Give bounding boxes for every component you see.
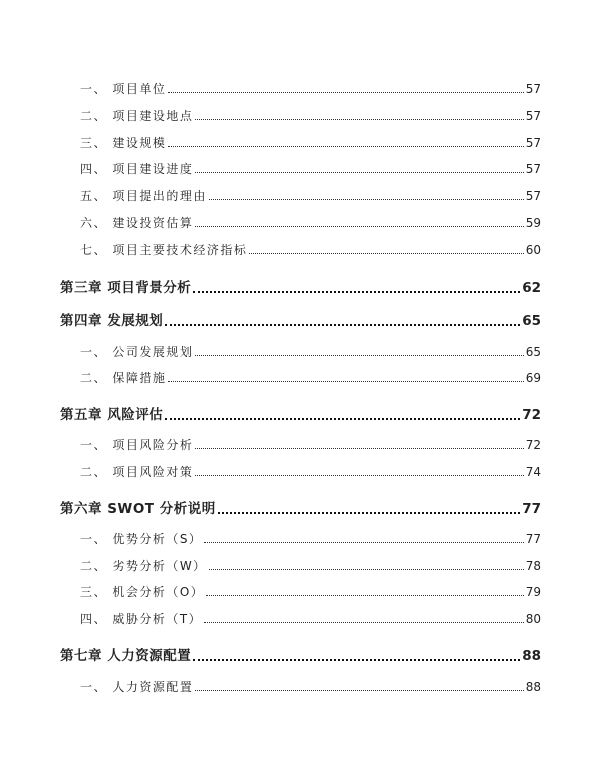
toc-section-entry[interactable] (80, 343, 541, 360)
toc-page-number: 65 (525, 345, 541, 359)
dot-leader (165, 417, 520, 420)
toc-section-entry[interactable] (80, 107, 541, 124)
dot-leader (195, 354, 523, 356)
toc-page-number: 57 (525, 82, 541, 96)
toc-page-number: 69 (525, 371, 541, 385)
toc-page-number: 57 (525, 109, 541, 123)
toc-page-number: 80 (525, 612, 541, 626)
toc-chapter-entry[interactable] (60, 276, 541, 296)
toc-page-number: 57 (525, 162, 541, 176)
toc-section-entry[interactable] (80, 583, 541, 600)
toc-entry-title: 二、 项目风险对策 (80, 465, 194, 479)
toc-section-entry[interactable] (80, 369, 541, 386)
dot-leader (168, 380, 523, 382)
toc-page-number: 78 (525, 559, 541, 573)
toc-section-entry[interactable] (80, 436, 541, 453)
toc-section-entry[interactable] (80, 80, 541, 97)
dot-leader (195, 171, 523, 173)
toc-section-entry[interactable] (80, 214, 541, 231)
dot-leader (195, 225, 523, 227)
toc-entry-title: 第三章 项目背景分析 (60, 280, 192, 296)
toc-entry-title: 一、 公司发展规划 (80, 345, 194, 359)
toc-chapter-entry[interactable] (60, 403, 541, 423)
toc-chapter-entry[interactable] (60, 497, 541, 517)
dot-leader (209, 568, 524, 570)
toc-section-entry[interactable] (80, 463, 541, 480)
toc-page-number: 77 (525, 532, 541, 546)
dot-leader (206, 594, 523, 596)
toc-page-number: 57 (525, 136, 541, 150)
toc-page-number: 59 (525, 216, 541, 230)
dot-leader (168, 145, 523, 147)
dot-leader (195, 447, 523, 449)
toc-entry-title: 二、 劣势分析（W） (80, 559, 207, 573)
dot-leader (218, 511, 521, 514)
toc-chapter-entry[interactable] (60, 644, 541, 664)
toc-page-number: 60 (525, 243, 541, 257)
toc-entry-title: 四、 项目建设进度 (80, 162, 194, 176)
toc-section-entry[interactable] (80, 160, 541, 177)
toc-page-number: 88 (525, 680, 541, 694)
toc-entry-title: 一、 优势分析（S） (80, 532, 203, 546)
toc-section-entry[interactable] (80, 187, 541, 204)
toc-page-number: 77 (522, 501, 541, 517)
toc-section-entry[interactable] (80, 610, 541, 627)
toc-entry-title: 一、 项目风险分析 (80, 438, 194, 452)
toc-entry-title: 二、 保障措施 (80, 371, 167, 385)
toc-entry-title: 四、 威胁分析（T） (80, 612, 203, 626)
dot-leader (165, 323, 520, 326)
toc-section-entry[interactable] (80, 557, 541, 574)
toc-page-number: 72 (522, 407, 541, 423)
dot-leader (195, 474, 523, 476)
toc-page-number: 79 (525, 585, 541, 599)
toc-page-number: 74 (525, 465, 541, 479)
toc-page-number: 65 (522, 313, 541, 329)
toc-section-entry[interactable] (80, 678, 541, 695)
dot-leader (195, 689, 523, 691)
toc-entry-title: 第四章 发展规划 (60, 313, 164, 329)
toc-section-entry[interactable] (80, 530, 541, 547)
dot-leader (193, 290, 520, 293)
toc-entry-title: 三、 建设规模 (80, 136, 167, 150)
toc-entry-title: 第七章 人力资源配置 (60, 648, 192, 664)
toc-entry-title: 第五章 风险评估 (60, 407, 164, 423)
toc-entry-title: 五、 项目提出的理由 (80, 189, 207, 203)
dot-leader (209, 198, 524, 200)
toc-entry-title: 第六章 SWOT 分析说明 (60, 501, 216, 517)
dot-leader (195, 118, 523, 120)
toc-entry-title: 二、 项目建设地点 (80, 109, 194, 123)
toc-entry-title: 三、 机会分析（O） (80, 585, 205, 599)
toc-section-entry[interactable] (80, 241, 541, 258)
toc-section-entry[interactable] (80, 134, 541, 151)
dot-leader (204, 621, 524, 623)
toc-entry-title: 一、 项目单位 (80, 82, 167, 96)
toc-entry-title: 六、 建设投资估算 (80, 216, 194, 230)
toc-page-number: 62 (522, 280, 541, 296)
toc-chapter-entry[interactable] (60, 309, 541, 329)
dot-leader (204, 541, 523, 543)
toc-page-number: 88 (522, 648, 541, 664)
dot-leader (193, 658, 520, 661)
toc-entry-title: 一、 人力资源配置 (80, 680, 194, 694)
toc-entry-title: 七、 项目主要技术经济指标 (80, 243, 248, 257)
dot-leader (249, 252, 523, 254)
dot-leader (168, 91, 523, 93)
toc-page-number: 57 (525, 189, 541, 203)
toc-page-number: 72 (525, 438, 541, 452)
